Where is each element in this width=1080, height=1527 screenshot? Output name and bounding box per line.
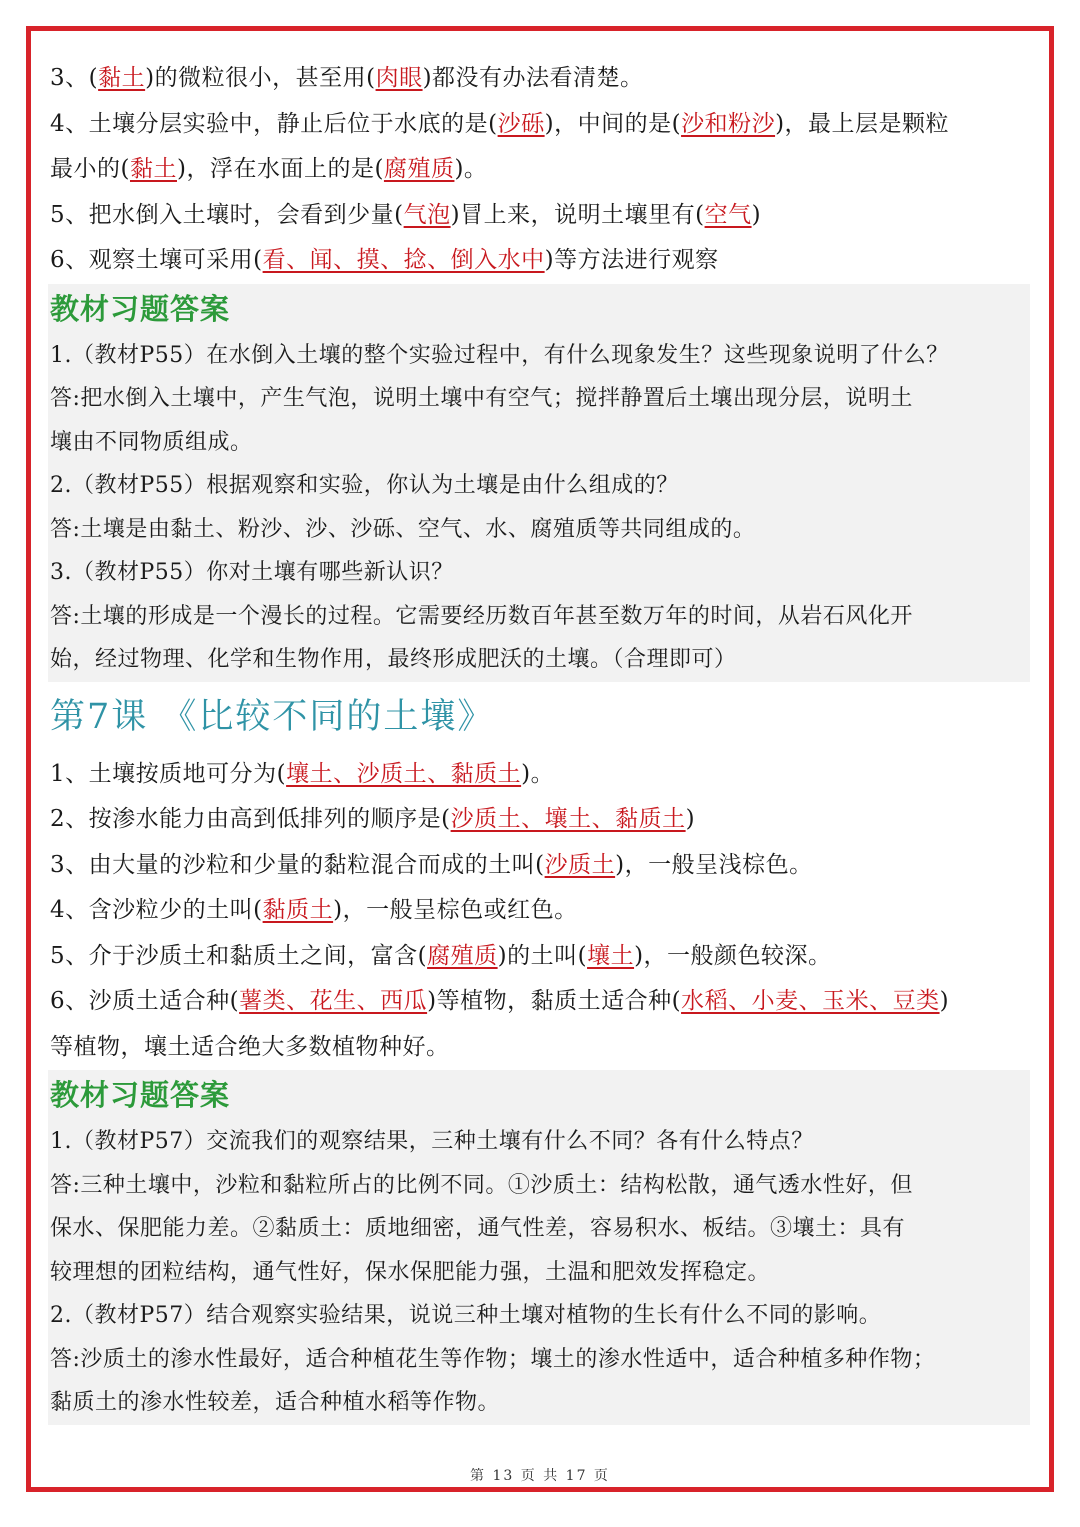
text: ) [685,806,696,832]
lesson7-item-6-line-1 [50,979,1030,1025]
box-line: 答:土壤的形成是一个漫长的过程。它需要经历数百年甚至数万年的时间，从岩石风化开 [50,603,913,629]
box-line: 始，经过物理、化学和生物作用，最终形成肥沃的土壤。（合理即可） [50,647,737,672]
textbook-answers-box-1 [48,284,1030,682]
question-3 [50,56,1030,102]
answer-blank: 沙质土、壤土、黏质土 [450,806,686,832]
text: )的土叫( [497,942,588,969]
answer-blank: 肉眼 [375,65,423,91]
text: 5、把水倒入土壤时，会看到少量( [50,201,404,228]
box-line: 1.（教材P55）在水倒入土壤的整个实验过程中，有什么现象发生？这些现象说明了什么？ [50,342,949,368]
answer-blank: 腐殖质 [427,942,498,969]
answer-blank: 沙质土 [544,851,616,878]
text: )，一般呈浅棕色。 [615,851,813,878]
lesson7-item-4 [50,888,1030,934]
text: 4、土壤分层实验中，静止后位于水底的是( [50,110,498,137]
answer-blank: 黏土 [98,65,146,91]
box-line: 1.（教材P57）交流我们的观察结果，三种土壤有什么不同？各有什么特点？ [50,1129,814,1154]
page-number: 第 13 页 共 17 页 [470,1468,610,1484]
section-heading: 教材习题答案 [50,1078,231,1112]
text: )。 [521,760,555,787]
section-heading: 教材习题答案 [50,291,231,326]
answer-blank: 沙砾 [497,110,545,137]
text: )，浮在水面上的是( [176,156,384,182]
box-line: 答:把水倒入土壤中，产生气泡，说明土壤中有空气；搅拌静置后土壤出现分层，说明土 [50,386,913,411]
text: )，一般颜色较深。 [634,942,832,969]
question-6 [50,238,1030,284]
box-line: 壤由不同物质组成。 [50,429,253,455]
box-line: 2.（教材P57）结合观察实验结果，说说三种土壤对植物的生长有什么不同的影响。 [50,1303,882,1328]
question-5 [50,193,1030,239]
answer-blank: 沙和粉沙 [681,110,776,137]
text: )的微粒很小，甚至用( [145,65,376,91]
answer-blank: 黏土 [129,156,177,182]
text: )，最上层是颗粒 [775,110,950,137]
text: 4、含沙粒少的土叫( [50,897,263,923]
box-line: 答:土壤是由黏土、粉沙、沙、沙砾、空气、水、腐殖质等共同组成的。 [50,516,756,542]
page-content [50,56,1030,1425]
question-4-line-2 [50,147,1030,193]
text: ) [939,988,950,1014]
question-4-line-1 [50,102,1030,148]
text: 6、沙质土适合种( [50,988,240,1014]
text: )都没有办法看清楚。 [422,65,644,91]
textbook-answers-box-2 [48,1070,1030,1425]
answer-blank: 黏质土 [262,897,334,923]
box-line: 较理想的团粒结构，通气性好，保水保肥能力强，土温和肥效发挥稳定。 [50,1259,771,1285]
text: )，中间的是( [544,110,682,137]
lesson7-item-2 [50,797,1030,843]
box-line: 黏质土的渗水性较差，适合种植水稻等作物。 [50,1390,501,1415]
text: )等植物，黏质土适合种( [427,988,682,1014]
text: )，一般呈棕色或红色。 [333,897,578,923]
text: )。 [454,156,488,182]
text: 3、( [50,65,99,91]
text: 3、由大量的沙粒和少量的黏粒混合而成的土叫( [50,851,545,878]
text: 2、按渗水能力由高到低排列的顺序是( [50,806,451,832]
text: 6、观察土壤可采用( [50,247,263,273]
box-line: 3.（教材P55）你对土壤有哪些新认识？ [50,560,454,585]
text: ) [751,201,762,228]
answer-blank: 腐殖质 [383,156,455,182]
text: 5、介于沙质土和黏质土之间，富含( [50,942,428,969]
lesson7-item-6-line-2: 等植物，壤土适合绝大多数植物种好。 [50,1033,450,1060]
box-line: 2.（教材P55）根据观察和实验，你认为土壤是由什么组成的？ [50,473,679,498]
text: 1、土壤按质地可分为( [50,760,287,787]
lesson7-item-5 [50,934,1030,980]
lesson7-item-1 [50,752,1030,798]
answer-blank: 看、闻、摸、捻、倒入水中 [262,247,545,273]
lesson-title: 第7课 《比较不同的土壤》 [50,696,495,737]
answer-blank: 壤土、沙质土、黏质土 [286,760,522,787]
text: )等方法进行观察 [544,247,719,273]
text: )冒上来，说明土壤里有( [450,201,705,228]
answer-blank: 薯类、花生、西瓜 [239,988,428,1014]
answer-blank: 水稻、小麦、玉米、豆类 [681,988,940,1014]
box-line: 保水、保肥能力差。②黏质土：质地细密，通气性差，容易积水、板结。③壤土：具有 [50,1216,906,1241]
answer-blank: 壤土 [587,942,635,969]
text: 最小的( [50,156,130,182]
box-line: 答:三种土壤中，沙粒和黏粒所占的比例不同。①沙质土：结构松散，通气透水性好，但 [50,1172,913,1198]
box-line: 答:沙质土的渗水性最好，适合种植花生等作物；壤土的渗水性适中，适合种植多种作物； [50,1346,936,1372]
answer-blank: 空气 [704,201,752,228]
answer-blank: 气泡 [403,201,451,228]
lesson7-item-3 [50,843,1030,889]
